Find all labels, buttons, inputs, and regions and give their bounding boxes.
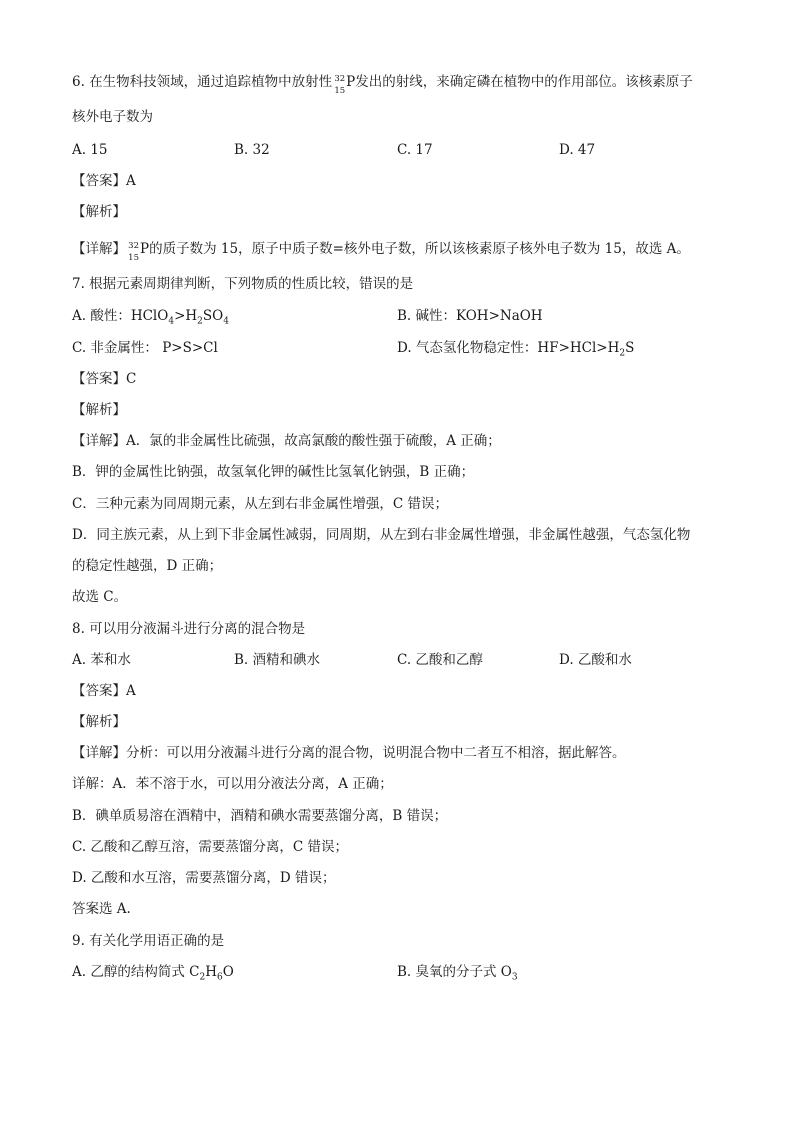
q8-answer-line — [72, 681, 732, 701]
q9-option-a: A. 乙醇的结构简式 $C_2H_6O$ — [72, 964, 234, 983]
q7-detail-6: 故选 C。 — [72, 589, 128, 605]
answer-tag: 【答案】 — [72, 173, 126, 189]
q8-answer: A — [126, 683, 136, 699]
q7-analysis-tag: 【解析】 — [72, 402, 126, 418]
q6-options — [72, 140, 732, 160]
q7-answer-line — [72, 369, 732, 389]
nuclide-atomic-number: 15 — [334, 86, 346, 96]
q7-answer: C — [126, 371, 137, 387]
q7-option-d: D. 气态氢化物稳定性：$HF>HCl>H_2S$ — [397, 340, 635, 359]
q7-stem: 7. 根据元素周期律判断，下列物质的性质比较，错误的是 — [72, 276, 414, 292]
q7-option-b: B. 碱性：KOH>NaOH — [397, 308, 543, 324]
q7-detail-3: C．三种元素为同周期元素，从左到右非金属性增强，C 错误； — [72, 496, 448, 512]
answer-tag: 【答案】 — [72, 371, 126, 387]
q8-stem: 8. 可以用分液漏斗进行分离的混合物是 — [72, 621, 306, 637]
detail-tag: 【详解】 — [72, 241, 126, 257]
q8-option-a: A. 苯和水 — [72, 652, 131, 668]
q8-options — [72, 650, 732, 670]
q8-option-d: D. 乙酸和水 — [559, 652, 632, 668]
q6-answer-line — [72, 171, 732, 191]
q7-options-row2 — [72, 338, 732, 358]
q8-detail-1: 【详解】分析：可以用分液漏斗进行分离的混合物，说明混合物中二者互不相溶，据此解答。 — [72, 745, 626, 761]
q8-option-b: B. 酒精和碘水 — [234, 652, 321, 668]
q6-stem-line2: 核外电子数为 — [72, 109, 153, 125]
q6-answer: A — [126, 173, 136, 189]
q6-option-b: B. 32 — [234, 142, 270, 158]
q7-detail-5: 的稳定性越强，D 正确； — [72, 558, 223, 574]
q9-option-b: B. 臭氧的分子式 $O_3$ — [397, 964, 518, 983]
q6-analysis-tag: 【解析】 — [72, 204, 126, 220]
answer-tag: 【答案】 — [72, 683, 126, 699]
q6-detail-text: 的质子数为 15，原子中质子数=核外电子数，所以该核素原子核外电子数为 15，故选 A。 — [149, 241, 690, 257]
q6-option-a: A. 15 — [72, 142, 108, 158]
q9-options — [72, 962, 732, 982]
q8-detail-3: B．碘单质易溶在酒精中，酒精和碘水需要蒸馏分离，B 错误； — [72, 808, 448, 824]
q8-detail-6: 答案选 A. — [72, 901, 131, 917]
q6-option-c: C. 17 — [397, 142, 433, 158]
q6-stem-text-cont: 发出的射线，来确定磷在植物中的作用部位。该核素原子 — [355, 74, 693, 90]
nuclide-mass-number: 32 — [128, 241, 139, 251]
q6-nuclide — [332, 72, 346, 96]
nuclide-atomic-number: 15 — [128, 253, 139, 263]
q6-stem-line1 — [72, 72, 732, 96]
q8-detail-4: C. 乙酸和乙醇互溶，需要蒸馏分离，C 错误； — [72, 839, 349, 855]
detail-tag: 【详解】 — [72, 745, 126, 761]
q8-detail-5: D. 乙酸和水互溶，需要蒸馏分离，D 错误； — [72, 870, 336, 886]
q8-option-c: C. 乙酸和乙醇 — [397, 652, 483, 668]
q7-option-c: C. 非金属性： P>S>Cl — [72, 340, 218, 356]
detail-tag: 【详解】 — [72, 433, 126, 449]
q7-detail-2: B．钾的金属性比钠强，故氢氧化钾的碱性比氢氧化钠强，B 正确； — [72, 464, 475, 480]
nuclide-symbol: P — [140, 241, 150, 257]
q6-option-d: D. 47 — [559, 142, 596, 158]
q7-options-row1 — [72, 306, 732, 326]
q6-stem-text: 6. 在生物科技领域，通过追踪植物中放射性 — [72, 74, 333, 90]
q7-detail-1: 【详解】A．氯的非金属性比硫强，故高氯酸的酸性强于硫酸，A 正确； — [72, 433, 501, 449]
nuclide-symbol: P — [346, 74, 356, 90]
q8-detail-2: 详解：A．苯不溶于水，可以用分液法分离，A 正确； — [72, 776, 393, 792]
q6-detail-nuclide — [126, 239, 140, 263]
q6-detail-line — [72, 239, 732, 263]
nuclide-mass-number: 32 — [334, 74, 346, 84]
q7-option-a: A. 酸性：$HClO_4>H_2SO_4$ — [72, 308, 229, 327]
q8-analysis-tag: 【解析】 — [72, 714, 126, 730]
q9-stem: 9. 有关化学用语正确的是 — [72, 933, 225, 949]
q7-detail-4: D．同主族元素，从上到下非金属性减弱，同周期，从左到右非金属性增强，非金属性越强，气态氢化物 — [72, 527, 691, 543]
